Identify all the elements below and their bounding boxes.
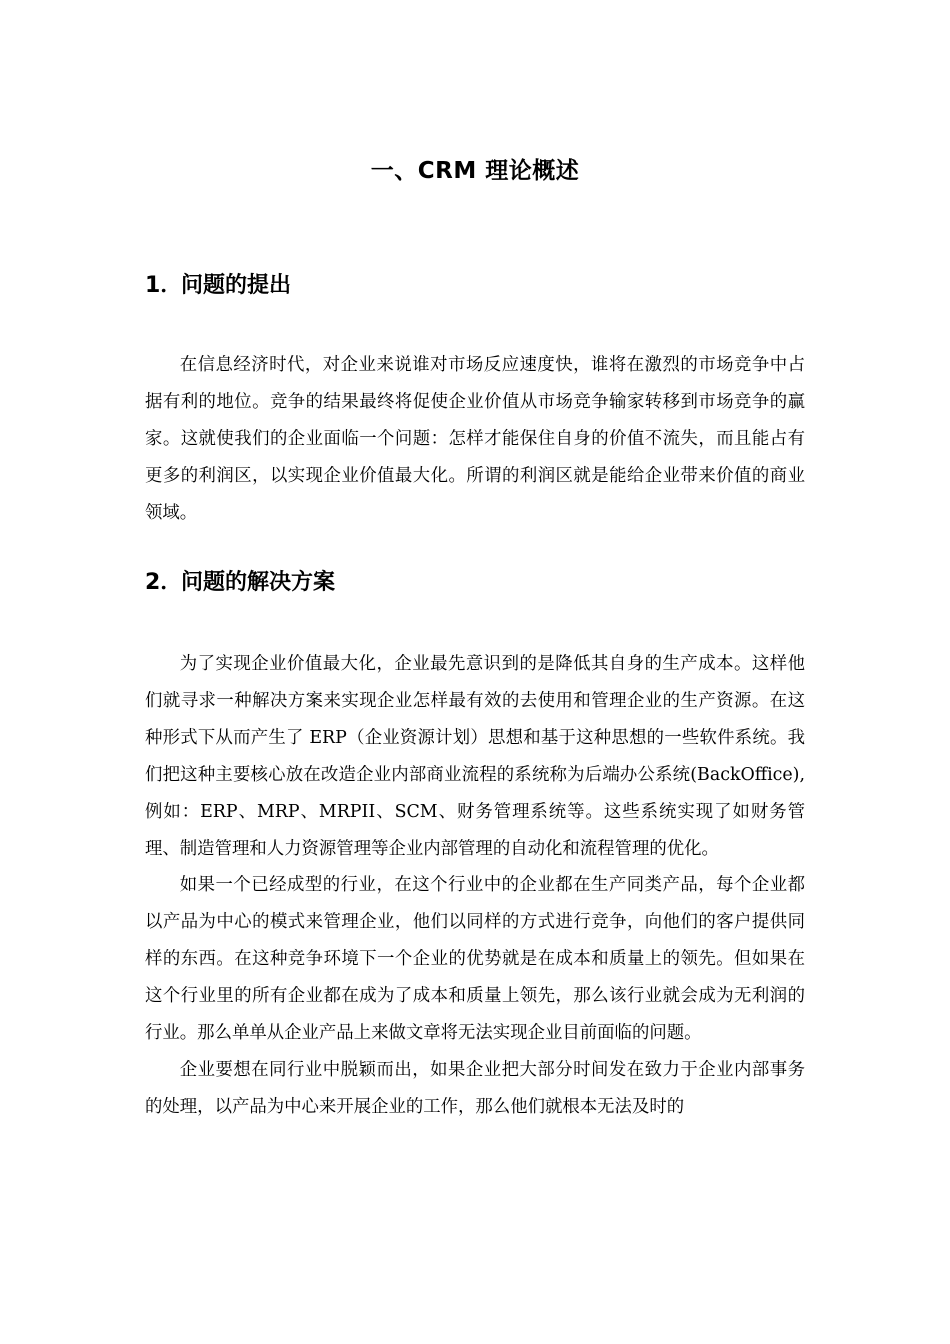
paragraph: 企业要想在同行业中脱颖而出，如果企业把大部分时间发在致力于企业内部事务的处理，以产品为中心来开展企业的工作，那么他们就根本无法及时的 xyxy=(145,1059,805,1117)
section-number-2: 2． xyxy=(145,570,183,595)
section-body-1 xyxy=(145,347,805,532)
paragraph: 如果一个已经成型的行业，在这个行业中的企业都在生产同类产品，每个企业都以产品为中心的模式来管理企业，他们以同样的方式进行竞争，向他们的客户提供同样的东西。在这种竞争环境下一个企业的优势就是在成本和质量上的领先。但如果在这个行业里的所有企业都在成为了成本和质量上领先，那么该行业就会成为无利润的行业。那么单单从企业产品上来做文章将无法实现企业目前面临的问题。 xyxy=(145,875,805,1044)
section-title-2: 问题的解决方案 xyxy=(181,570,336,595)
paragraph: 在信息经济时代，对企业来说谁对市场反应速度快，谁将在激烈的市场竞争中占据有利的地位。竞争的结果最终将促使企业价值从市场竞争输家转移到市场竞争的赢家。这就使我们的企业面临一个问题：怎样才能保住自身的价值不流失，而且能占有更多的利润区，以实现企业价值最大化。所谓的利润区就是能给企业带来价值的商业领域。 xyxy=(145,355,805,523)
section-number-1: 1． xyxy=(145,273,183,298)
paragraph: 为了实现企业价值最大化，企业最先意识到的是降低其自身的生产成本。这样他们就寻求一种解决方案来实现企业怎样最有效的去使用和管理企业的生产资源。在这种形式下从而产生了 ERP（企业资源计划）思想和基于这种思想的一些软件系统。我们把这种主要核心放在改造企业内部商业流程的系统称为后端办公系统(BackOffice),例如：ERP、MRP、MRPII、SCM、财务管理系统等。这些系统实现了如财务管理、制造管理和人力资源管理等企业内部管理的自动化和流程管理的优化。 xyxy=(145,654,805,859)
section-body-2 xyxy=(145,646,805,1126)
section-title-1: 问题的提出 xyxy=(181,273,292,298)
document-title: 一、CRM 理论概述 xyxy=(370,158,580,184)
section-heading-1 xyxy=(145,270,291,302)
section-heading-2 xyxy=(145,567,335,599)
